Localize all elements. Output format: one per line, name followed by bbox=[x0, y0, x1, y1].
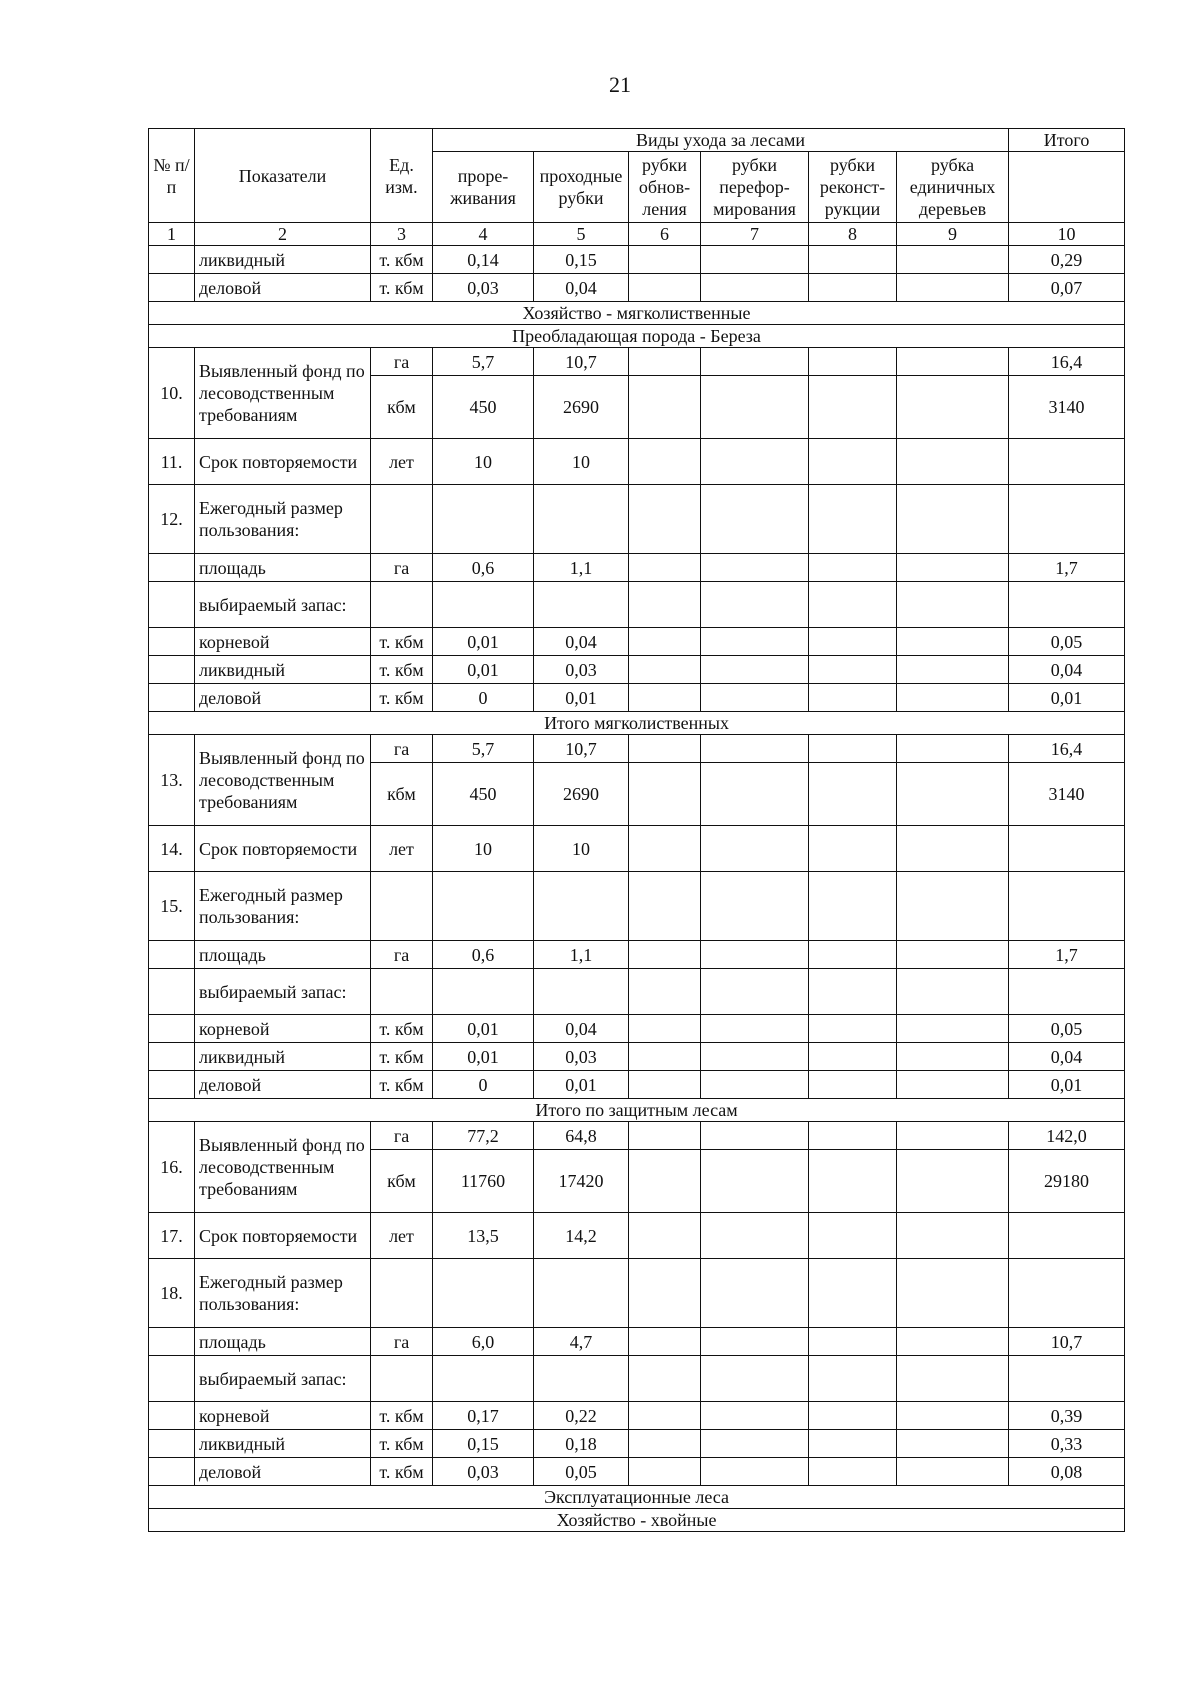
row-unit: лет bbox=[371, 1213, 433, 1259]
table-row bbox=[149, 656, 1125, 684]
row-unit: т. кбм bbox=[371, 684, 433, 712]
cell-passage: 64,8 bbox=[534, 1122, 629, 1150]
cell-passage: 0,03 bbox=[534, 1043, 629, 1071]
row-number: 18. bbox=[149, 1259, 195, 1328]
row-label: ликвидный bbox=[195, 246, 371, 274]
row-unit: т. кбм bbox=[371, 628, 433, 656]
row-label: выбираемый запас: bbox=[195, 1356, 371, 1402]
cell-thinning: 0,03 bbox=[433, 274, 534, 302]
col-number: 2 bbox=[195, 223, 371, 246]
row-unit: га bbox=[371, 735, 433, 763]
col-number: 3 bbox=[371, 223, 433, 246]
table-row bbox=[149, 684, 1125, 712]
cell-total: 0,29 bbox=[1009, 246, 1125, 274]
cell-total: 0,39 bbox=[1009, 1402, 1125, 1430]
cell-passage: 0,22 bbox=[534, 1402, 629, 1430]
cell-thinning: 0,01 bbox=[433, 1015, 534, 1043]
row-number: 11. bbox=[149, 439, 195, 485]
section-title: Хозяйство - хвойные bbox=[149, 1509, 1125, 1532]
cell-thinning: 450 bbox=[433, 376, 534, 439]
header-row-1 bbox=[149, 129, 1125, 152]
section-title-row bbox=[149, 1486, 1125, 1509]
table-row bbox=[149, 1402, 1125, 1430]
cell-thinning: 0,14 bbox=[433, 246, 534, 274]
cell-thinning: 0,01 bbox=[433, 1043, 534, 1071]
table-row bbox=[149, 1259, 1125, 1328]
table-row bbox=[149, 439, 1125, 485]
section-subtitle: Преобладающая порода - Береза bbox=[149, 325, 1125, 348]
row-label: Выявленный фонд по лесоводственным требованиям bbox=[195, 735, 371, 826]
row-number: 14. bbox=[149, 826, 195, 872]
header-unit: Ед. изм. bbox=[371, 129, 433, 223]
table-row bbox=[149, 1356, 1125, 1402]
row-label: Выявленный фонд по лесоводственным требованиям bbox=[195, 348, 371, 439]
row-number: 13. bbox=[149, 735, 195, 826]
cell-total: 0,05 bbox=[1009, 628, 1125, 656]
cell-total: 16,4 bbox=[1009, 735, 1125, 763]
col-number: 9 bbox=[897, 223, 1009, 246]
section-title-row bbox=[149, 1509, 1125, 1532]
cell-total: 0,04 bbox=[1009, 656, 1125, 684]
cell-thinning: 10 bbox=[433, 826, 534, 872]
header-type-single-trees: рубка единичных деревьев bbox=[897, 152, 1009, 223]
table-row bbox=[149, 485, 1125, 554]
header-type-renewal: рубки обнов-ления bbox=[629, 152, 701, 223]
row-number: 17. bbox=[149, 1213, 195, 1259]
row-unit: т. кбм bbox=[371, 656, 433, 684]
cell-passage: 4,7 bbox=[534, 1328, 629, 1356]
table-row bbox=[149, 582, 1125, 628]
cell-total: 0,01 bbox=[1009, 1071, 1125, 1099]
table-row bbox=[149, 1122, 1125, 1150]
cell-thinning: 0,01 bbox=[433, 656, 534, 684]
cell-passage: 0,04 bbox=[534, 1015, 629, 1043]
section-title: Эксплуатационные леса bbox=[149, 1486, 1125, 1509]
row-label: деловой bbox=[195, 684, 371, 712]
table-row bbox=[149, 1015, 1125, 1043]
row-unit: кбм bbox=[371, 763, 433, 826]
row-label: корневой bbox=[195, 1015, 371, 1043]
cell-total: 1,7 bbox=[1009, 554, 1125, 582]
row-unit: т. кбм bbox=[371, 1430, 433, 1458]
row-unit: га bbox=[371, 348, 433, 376]
row-unit: га bbox=[371, 554, 433, 582]
cell-total: 0,07 bbox=[1009, 274, 1125, 302]
header-type-passage: проходные рубки bbox=[534, 152, 629, 223]
cell-passage: 0,04 bbox=[534, 274, 629, 302]
row-label: Выявленный фонд по лесоводственным требованиям bbox=[195, 1122, 371, 1213]
row-label: площадь bbox=[195, 554, 371, 582]
table-row bbox=[149, 969, 1125, 1015]
col-number: 4 bbox=[433, 223, 534, 246]
table-row bbox=[149, 1458, 1125, 1486]
section-subtitle-row bbox=[149, 325, 1125, 348]
col-number: 8 bbox=[809, 223, 897, 246]
cell-thinning: 450 bbox=[433, 763, 534, 826]
cell-total: 0,05 bbox=[1009, 1015, 1125, 1043]
row-label: корневой bbox=[195, 1402, 371, 1430]
header-indicator: Показатели bbox=[195, 129, 371, 223]
header-total: Итого bbox=[1009, 129, 1125, 152]
table-row bbox=[149, 554, 1125, 582]
col-number: 6 bbox=[629, 223, 701, 246]
cell-thinning: 5,7 bbox=[433, 348, 534, 376]
row-label: Срок повторяемости bbox=[195, 826, 371, 872]
row-number: 10. bbox=[149, 348, 195, 439]
section-title-row bbox=[149, 1099, 1125, 1122]
table-row bbox=[149, 628, 1125, 656]
cell-total: 0,33 bbox=[1009, 1430, 1125, 1458]
row-unit: га bbox=[371, 1328, 433, 1356]
table-row bbox=[149, 1328, 1125, 1356]
row-label: выбираемый запас: bbox=[195, 582, 371, 628]
table-row bbox=[149, 735, 1125, 763]
cell-passage: 10,7 bbox=[534, 735, 629, 763]
row-number: 15. bbox=[149, 872, 195, 941]
row-label: выбираемый запас: bbox=[195, 969, 371, 1015]
cell-passage: 1,1 bbox=[534, 941, 629, 969]
section-title: Итого по защитным лесам bbox=[149, 1099, 1125, 1122]
row-unit: т. кбм bbox=[371, 1402, 433, 1430]
row-unit: т. кбм bbox=[371, 1043, 433, 1071]
row-label: площадь bbox=[195, 1328, 371, 1356]
cell-passage: 0,18 bbox=[534, 1430, 629, 1458]
cell-total: 3140 bbox=[1009, 376, 1125, 439]
cell-passage: 14,2 bbox=[534, 1213, 629, 1259]
cell-thinning: 0,15 bbox=[433, 1430, 534, 1458]
cell-total: 10,7 bbox=[1009, 1328, 1125, 1356]
cell-thinning: 6,0 bbox=[433, 1328, 534, 1356]
row-label: деловой bbox=[195, 1458, 371, 1486]
cell-thinning: 13,5 bbox=[433, 1213, 534, 1259]
cell-thinning: 0,6 bbox=[433, 554, 534, 582]
header-type-reformation: рубки перефор-мирования bbox=[701, 152, 809, 223]
table-row bbox=[149, 246, 1125, 274]
cell-total: 0,04 bbox=[1009, 1043, 1125, 1071]
row-label: Срок повторяемости bbox=[195, 1213, 371, 1259]
header-care-types: Виды ухода за лесами bbox=[433, 129, 1009, 152]
row-unit: т. кбм bbox=[371, 1458, 433, 1486]
row-label: деловой bbox=[195, 274, 371, 302]
header-total-empty bbox=[1009, 152, 1125, 223]
cell-passage: 0,01 bbox=[534, 684, 629, 712]
cell-thinning: 77,2 bbox=[433, 1122, 534, 1150]
cell-passage: 0,15 bbox=[534, 246, 629, 274]
cell-thinning: 0 bbox=[433, 1071, 534, 1099]
section-title: Итого мягколиственных bbox=[149, 712, 1125, 735]
row-number: 16. bbox=[149, 1122, 195, 1213]
cell-thinning: 5,7 bbox=[433, 735, 534, 763]
table-row bbox=[149, 1213, 1125, 1259]
cell-passage: 2690 bbox=[534, 376, 629, 439]
row-unit: лет bbox=[371, 439, 433, 485]
row-label: ликвидный bbox=[195, 656, 371, 684]
cell-total: 1,7 bbox=[1009, 941, 1125, 969]
section-title-row bbox=[149, 712, 1125, 735]
cell-passage: 10 bbox=[534, 439, 629, 485]
section-title-row bbox=[149, 302, 1125, 325]
cell-thinning: 10 bbox=[433, 439, 534, 485]
cell-thinning: 0,01 bbox=[433, 628, 534, 656]
row-label: Ежегодный размер пользования: bbox=[195, 485, 371, 554]
cell-passage: 10,7 bbox=[534, 348, 629, 376]
col-number: 1 bbox=[149, 223, 195, 246]
row-unit: кбм bbox=[371, 1150, 433, 1213]
row-label: Срок повторяемости bbox=[195, 439, 371, 485]
row-unit: кбм bbox=[371, 376, 433, 439]
table-row bbox=[149, 872, 1125, 941]
row-unit: лет bbox=[371, 826, 433, 872]
row-unit: т. кбм bbox=[371, 1015, 433, 1043]
row-label: Ежегодный размер пользования: bbox=[195, 872, 371, 941]
cell-passage: 0,04 bbox=[534, 628, 629, 656]
col-number: 7 bbox=[701, 223, 809, 246]
cell-thinning: 0,6 bbox=[433, 941, 534, 969]
cell-total: 29180 bbox=[1009, 1150, 1125, 1213]
table-row bbox=[149, 1430, 1125, 1458]
table-row bbox=[149, 826, 1125, 872]
cell-passage: 17420 bbox=[534, 1150, 629, 1213]
cell-thinning: 11760 bbox=[433, 1150, 534, 1213]
cell-passage: 0,05 bbox=[534, 1458, 629, 1486]
col-number: 10 bbox=[1009, 223, 1125, 246]
cell-total: 3140 bbox=[1009, 763, 1125, 826]
row-unit: т. кбм bbox=[371, 274, 433, 302]
header-num: № п/п bbox=[149, 129, 195, 223]
col-number: 5 bbox=[534, 223, 629, 246]
table-row bbox=[149, 274, 1125, 302]
cell-passage: 0,01 bbox=[534, 1071, 629, 1099]
cell-total: 16,4 bbox=[1009, 348, 1125, 376]
header-col-numbers bbox=[149, 223, 1125, 246]
cell-thinning: 0,17 bbox=[433, 1402, 534, 1430]
row-unit: га bbox=[371, 941, 433, 969]
table-row bbox=[149, 1043, 1125, 1071]
row-label: площадь bbox=[195, 941, 371, 969]
header-type-thinning: проре-живания bbox=[433, 152, 534, 223]
cell-passage: 0,03 bbox=[534, 656, 629, 684]
cell-total: 0,08 bbox=[1009, 1458, 1125, 1486]
cell-passage: 2690 bbox=[534, 763, 629, 826]
section-title: Хозяйство - мягколиственные bbox=[149, 302, 1125, 325]
cell-thinning: 0 bbox=[433, 684, 534, 712]
table-row bbox=[149, 941, 1125, 969]
row-label: Ежегодный размер пользования: bbox=[195, 1259, 371, 1328]
row-label: деловой bbox=[195, 1071, 371, 1099]
cell-thinning: 0,03 bbox=[433, 1458, 534, 1486]
cell-total: 142,0 bbox=[1009, 1122, 1125, 1150]
header-type-reconstruction: рубки реконст-рукции bbox=[809, 152, 897, 223]
table-row bbox=[149, 348, 1125, 376]
row-label: ликвидный bbox=[195, 1043, 371, 1071]
row-number: 12. bbox=[149, 485, 195, 554]
row-unit: га bbox=[371, 1122, 433, 1150]
row-label: корневой bbox=[195, 628, 371, 656]
row-label: ликвидный bbox=[195, 1430, 371, 1458]
forest-care-table bbox=[148, 128, 1125, 1532]
cell-passage: 1,1 bbox=[534, 554, 629, 582]
cell-total: 0,01 bbox=[1009, 684, 1125, 712]
table-row bbox=[149, 1071, 1125, 1099]
cell-passage: 10 bbox=[534, 826, 629, 872]
row-unit: т. кбм bbox=[371, 246, 433, 274]
row-unit: т. кбм bbox=[371, 1071, 433, 1099]
page-number: 21 bbox=[609, 72, 631, 97]
